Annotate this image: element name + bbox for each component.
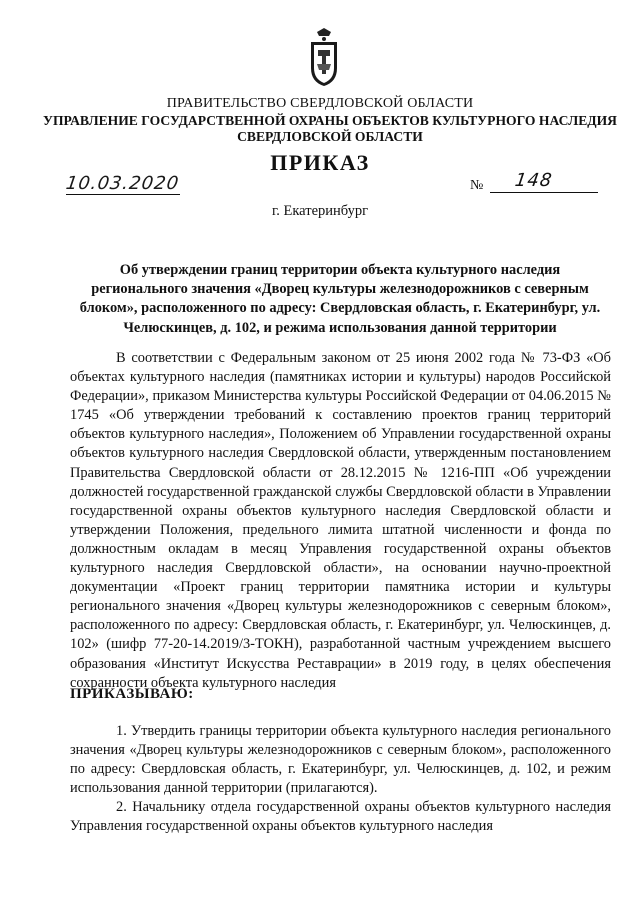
number-label: № [470,178,484,193]
preamble-section [70,349,611,693]
coat-of-arms-icon [305,28,343,88]
preamble-text: В соответствии с Федеральным законом от 25 июня 2002 года № 73-ФЗ «Об объектах культурного наследия (памятниках истории и культуры) народов Российской Федерации», приказом Министерства культуры Российской Федерации от 04.06.2015 № 1745 «Об утверждении требований к составлению проектов границ территорий объектов культурного наследия», Положением об Управлении государственной охраны объектов культурного наследия Свердловской области, утвержденным постановлением Правительства Свердловской области от 28.12.2015 № 1216-ПП «Об учреждении должностей государственной гражданской службы Свердловской области в Управлении государственной охраны объектов культурного наследия Свердловской области и утверждении Положения, предельного лимита штатной численности и фонда по должностным окладам в месяц Управления государственной охраны объектов культурного наследия Свердловской области», на основании научно-проектной документации «Проект границ территории памятника истории и культуры регионального значения «Дворец культуры железнодорожников с северным блоком», расположенного по адресу: Свердловская область, г. Екатеринбург, ул. Челюскинцев, д. 102» (шифр 77-20-14.2019/3-ТОКН), разработанной частным учреждением высшего образования «Институт Искусства Реставрации» в 2019 году, в целях обеспечения сохранности объекта культурного наследия [70,350,611,691]
order-items [70,722,611,837]
document-date: 10.03.2020 [64,173,181,194]
document-city: г. Екатеринбург [271,203,369,219]
order-word: ПРИКАЗЫВАЮ: [70,686,194,702]
department-name: УПРАВЛЕНИЕ ГОСУДАРСТВЕННОЙ ОХРАНЫ ОБЪЕКТОВ КУЛЬТУРНОГО НАСЛЕДИЯ СВЕРДЛОВСКОЙ ОБЛАСТИ [42,113,618,144]
document-number: 148 [513,170,554,191]
order-item-1: 1. Утвердить границы территории объекта культурного наследия регионального значения «Дворец культуры железнодорожников с северным блоком», расположенного по адресу: Свердловская область, г. Екатеринбург, ул. Челюскинцев, д. 102, и режим использования данной территории (прилагаются). [70,723,611,797]
document-type: ПРИКАЗ [270,150,370,175]
government-name: ПРАВИТЕЛЬСТВО СВЕРДЛОВСКОЙ ОБЛАСТИ [166,96,474,111]
document-subject: Об утверждении границ территории объекта культурного наследия регионального значения «Дворец культуры железнодорожников с северным блоком», расположенного по адресу: Свердловская область, г. Екатеринбург, ул. Челюскинцев, д. 102, и режима использования данной территории [79,262,601,336]
order-item-2: 2. Начальнику отдела государственной охраны объектов культурного наследия Управления государственной охраны объектов культурного наследия [70,799,611,835]
